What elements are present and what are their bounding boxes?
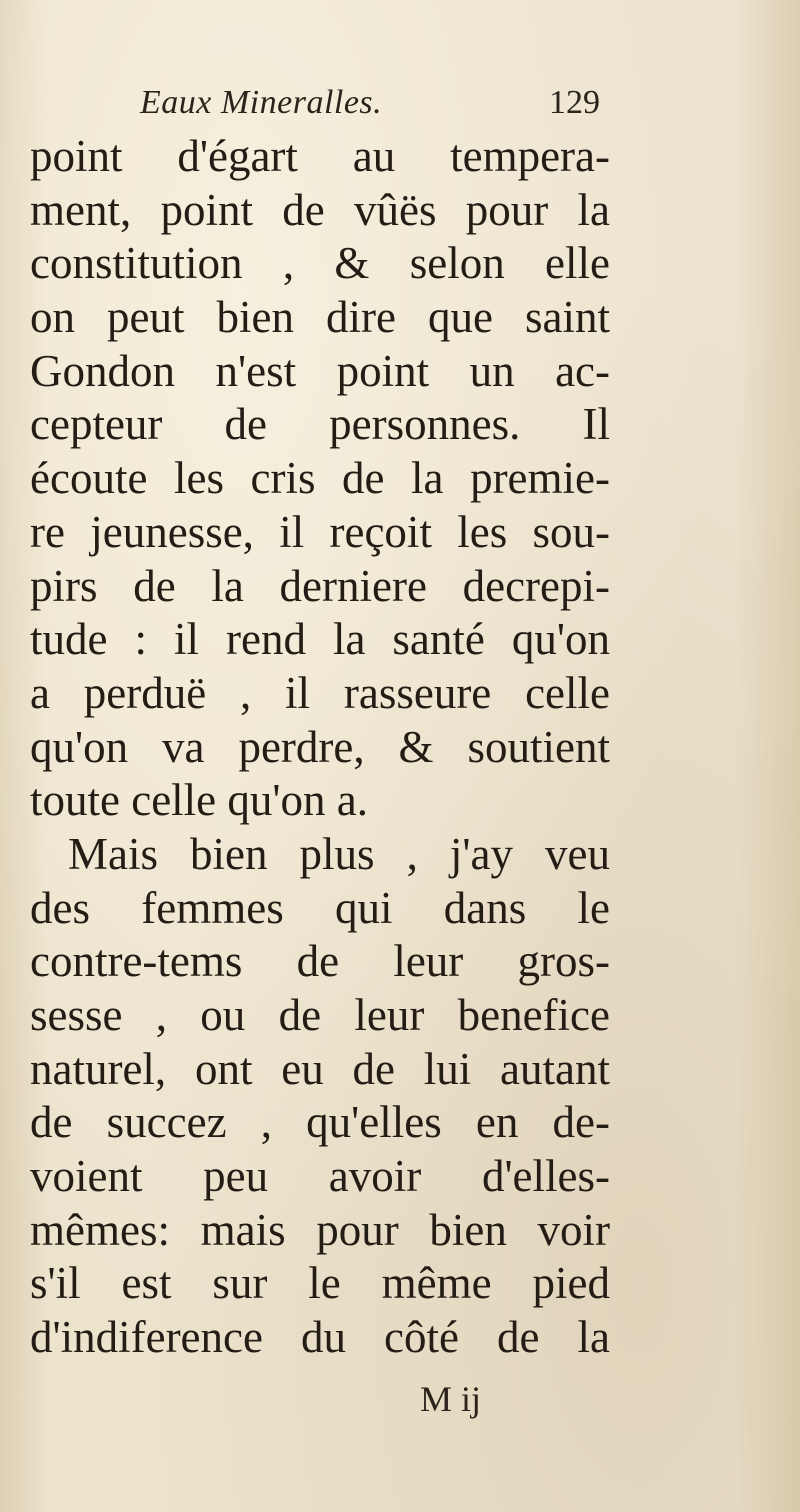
text-line: naturel, ont eu de lui autant bbox=[30, 1043, 610, 1094]
running-title: Eaux Mineralles. bbox=[140, 84, 383, 121]
text-line: mêmes: mais pour bien voir bbox=[30, 1204, 610, 1255]
text-line: s'il est sur le même pied bbox=[30, 1258, 610, 1309]
text-line: qu'on va perdre, & soutient bbox=[30, 721, 610, 772]
text-line: point d'égart au tempera- bbox=[30, 131, 610, 181]
text-line: des femmes qui dans le bbox=[30, 882, 610, 933]
page-number: 129 bbox=[549, 84, 600, 121]
text-line: on peut bien dire que saint bbox=[30, 292, 610, 343]
page-header bbox=[140, 78, 600, 128]
text-line: pirs de la derniere decrepi- bbox=[30, 560, 610, 611]
text-line: re jeunesse, il reçoit les sou- bbox=[30, 506, 610, 557]
text-line: d'indiference du côté de la bbox=[30, 1312, 610, 1363]
paragraph-end-line: toute celle qu'on a. bbox=[30, 775, 368, 826]
text-line: écoute les cris de la premie- bbox=[30, 453, 610, 504]
paragraph-start-line: Mais bien plus , j'ay veu bbox=[68, 828, 610, 879]
body-text bbox=[30, 130, 610, 1365]
text-line: voient peu avoir d'elles- bbox=[30, 1151, 610, 1202]
text-line: de succez , qu'elles en de- bbox=[30, 1097, 610, 1148]
text-line: cepteur de personnes. Il bbox=[30, 399, 610, 450]
signature-mark: M ij bbox=[420, 1379, 482, 1419]
text-line: sesse , ou de leur benefice bbox=[30, 990, 610, 1040]
text-line: tude : il rend la santé qu'on bbox=[30, 614, 610, 665]
text-line: Gondon n'est point un ac- bbox=[30, 345, 610, 396]
text-line: a perduë , il rasseure celle bbox=[30, 667, 610, 718]
text-line: contre-tems de leur gros- bbox=[30, 936, 610, 987]
text-line: ment, point de vûës pour la bbox=[30, 184, 610, 235]
text-line: constitution , & selon elle bbox=[30, 238, 610, 289]
